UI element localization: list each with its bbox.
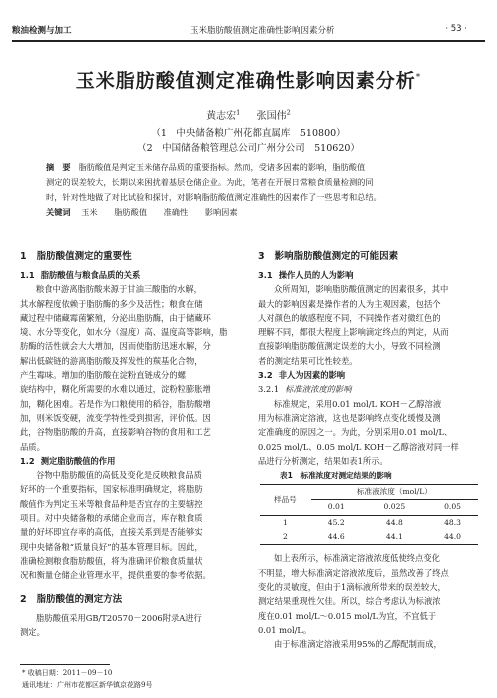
keyword: 脂肪酸值	[114, 207, 147, 217]
text-line: 好坏的一个重要指标，国家标准明确规定，将脂肪	[20, 484, 203, 495]
subsubsection-heading: 3.2.1 标准液浓度的影响	[258, 384, 352, 395]
keyword: 玉米	[81, 207, 98, 217]
footnote-received: * 收稿日期：2011－09－10	[22, 669, 113, 677]
keywords-line	[46, 205, 451, 220]
text-line: 境、水分等变化，如水分（湿度）高、温度高等影响，脂	[20, 327, 228, 338]
left-column	[20, 246, 240, 639]
section-heading: 2 脂肪酸值的测定方法	[20, 593, 123, 605]
text-line: 用为标准滴定溶液，这也是影响终点变化缓慢及测	[258, 412, 441, 423]
keyword: 影响因素	[204, 207, 238, 217]
page-number: · 53 ·	[445, 24, 467, 34]
text-line: 粮食中游离脂肪酸来源于甘油三酸脂的水解，	[36, 284, 202, 295]
text-line: 测定。	[20, 626, 45, 637]
text-line: 由于标准滴定溶液采用95%的乙醇配制而成，	[274, 639, 442, 650]
text-line: 现中央储备粮“质量良好”的基本管理目标。因此，	[20, 541, 203, 552]
text-line: 测定结果重现性欠佳。所以，综合考虑认为标液浓	[258, 596, 441, 607]
footnote-address: 通讯地址：广州市花都区新华镇京花路9号	[22, 681, 153, 689]
right-column	[258, 246, 478, 651]
author-sup: 1	[236, 108, 241, 117]
text-line: 加，则米饭变硬，流变学特性受到损害，评价低。因	[20, 412, 211, 423]
text-line: 0.01 mol/L。	[258, 624, 312, 635]
text-line: 标准规定，采用0.01 mol/L KOH－乙醇溶液	[274, 398, 442, 409]
paragraph	[20, 611, 240, 640]
table-row	[260, 530, 478, 545]
text-line: 度在0.01 mol/L～0.015 mol/L为宜，不宜低于	[258, 610, 437, 621]
text-line: 解出低碳链的游离脂肪酸及挥发性的羰基化合物，	[20, 355, 203, 366]
text-line: 变化的灵敏度，但由于1滴标液所带来的误差较大，	[258, 581, 446, 592]
text-line: 产生霉味。增加的脂肪酸在淀粉直链成分的螺	[20, 370, 186, 381]
text-line: 0.025 mol/L、0.05 mol/L KOH－乙醇溶液对同一样	[258, 441, 459, 452]
text-line: 项目。对中央储备粮的承储企业而言，库存粮食质	[20, 513, 203, 524]
text-line: 不明显，增大标准滴定溶液浓度后，虽然改善了终点	[258, 567, 449, 578]
text-line: 品质。	[20, 441, 45, 452]
paragraph	[258, 551, 478, 651]
text-line: 此，谷物脂肪酸的升高，直接影响谷物的食用和工艺	[20, 427, 211, 438]
header-rule	[12, 40, 485, 42]
table-cell: 45.2	[327, 517, 345, 527]
text-line: 旋结构中，糊化所需要的水难以通过，淀粉粒膨胀增	[20, 384, 211, 395]
running-title: 玉米脂肪酸值测定准确性影响因素分析	[190, 26, 335, 36]
paragraph	[20, 282, 240, 454]
text-line: 定准确度的原因之一。为此，分别采用0.01 mol/L、	[258, 427, 453, 438]
text-line: 品进行分析测定，结果如表1所示。	[258, 455, 388, 466]
text-line: 理解不同，都很大程度上影响滴定终点的判定，从而	[258, 327, 449, 338]
title-footnote-mark: *	[415, 72, 422, 83]
abstract-block	[46, 160, 451, 220]
text-line: 肪酶的活性就会大大增加，因而使脂肪迅速水解，分	[20, 341, 211, 352]
table-cell: 1	[282, 517, 288, 527]
table-row-header: 样品号	[260, 485, 311, 516]
paragraph	[20, 468, 240, 582]
text-line: 如上表所示，标准滴定溶液浓度低使终点变化	[274, 553, 440, 564]
text-line: 人对颜色的敏感程度不同，不同操作者对微红色的	[258, 312, 441, 323]
abstract-text: 测定的误差较大，长期以来困扰着基层仓储企业。为此，笔者在开展日常粮食质量检测的同	[46, 177, 374, 187]
author-sup: 2	[286, 108, 291, 117]
table-cell: 44.1	[362, 530, 427, 545]
text-line: 加，糊化困难。若是作为口粮使用的稻谷，脂肪酸增	[20, 398, 211, 409]
affiliation: （1 中央储备粮广州花都直属库 510800）	[151, 128, 346, 139]
paragraph	[258, 282, 478, 368]
table-cell: 44.0	[427, 530, 478, 545]
table-column-header: 0.01	[311, 500, 362, 515]
table-caption: 表1 标准浓度对测定结果的影响	[280, 471, 392, 481]
table-group-header: 标准液浓度（mol/L）	[311, 485, 478, 500]
author-line	[0, 107, 497, 122]
table-cell: 2	[260, 530, 311, 545]
table-cell: 44.6	[311, 530, 362, 545]
subsection-heading: 3.1 操作人员的人为影响	[258, 270, 354, 280]
journal-name: 粮油检测与加工	[12, 26, 72, 36]
footnote-rule	[20, 664, 110, 665]
abstract-label: 摘 要	[46, 162, 71, 172]
text-line: 众所周知，影响脂肪酸值测定的因素很多，其中	[274, 284, 449, 295]
keyword: 准确性	[163, 207, 189, 217]
text-line: 酸值作为判定玉米等粮食品种是否宜存的主要辖控	[20, 498, 203, 509]
paragraph	[258, 397, 478, 468]
text-line: 准确检测粮食脂肪酸值，将为准确评价粮食质量状	[20, 555, 203, 566]
running-header	[12, 24, 485, 38]
affiliation: （2 中国储备粮管理总公司广州分公司 510620）	[137, 143, 360, 154]
author-name: 张国伟	[256, 111, 287, 122]
text-line: 量的好坏即宜存率的高低，直接关系到是否能够实	[20, 527, 203, 538]
keywords-label: 关键词	[46, 207, 71, 217]
subsection-heading: 3.2 非人为因素的影响	[258, 370, 346, 381]
table-cell: 44.8	[385, 517, 403, 527]
text-line: 者的测定结果可比性较差。	[258, 355, 358, 366]
author-name: 黄志宏	[206, 111, 237, 122]
table-row	[260, 515, 478, 530]
text-line: 直接影响脂肪酸值测定误差的大小，导致不同检测	[258, 341, 441, 352]
text-line: 最大的影响因素是操作者的人为主观因素，包括个	[258, 298, 441, 309]
text-line: 脂肪酸值采用GB/T20570－2006附录A进行	[36, 612, 202, 623]
abstract-text: 脂肪酸值是判定玉米储存品质的重要指标。然而，受诸多因素的影响，脂肪酸值	[78, 162, 366, 172]
article-title: 玉米脂肪酸值测定准确性影响因素分析*	[75, 70, 422, 92]
subsection-heading: 1.2 测定脂肪酸值的作用	[20, 455, 116, 466]
text-line: 藏过程中储藏霉菌繁殖，分泌出脂肪酶，由于储藏环	[20, 312, 211, 323]
text-line: 况和衡量仓储企业管理水平，提供重要的参考依据。	[20, 570, 211, 581]
section-heading: 1 脂肪酸值测定的重要性	[20, 251, 132, 262]
text-line: 其水解程度依赖于脂肪酶的多少及活性；粮食在储	[20, 298, 203, 309]
abstract-text: 时，针对性地做了对比试验和探讨，对影响脂肪酸值测定准确性的因素作了一些思考和总结。	[46, 192, 382, 202]
section-heading: 3 影响脂肪酸值测定的可能因素	[258, 251, 399, 262]
table-column-header: 0.05	[427, 500, 478, 515]
data-table	[260, 484, 478, 545]
table-cell: 48.3	[444, 517, 461, 527]
table-column-header: 0.025	[362, 500, 427, 515]
text-line: 谷物中脂肪酸值的高低及变化是反映粮食品质	[36, 470, 202, 481]
subsection-heading: 1.1 脂肪酸值与粮食品质的关系	[20, 270, 141, 280]
